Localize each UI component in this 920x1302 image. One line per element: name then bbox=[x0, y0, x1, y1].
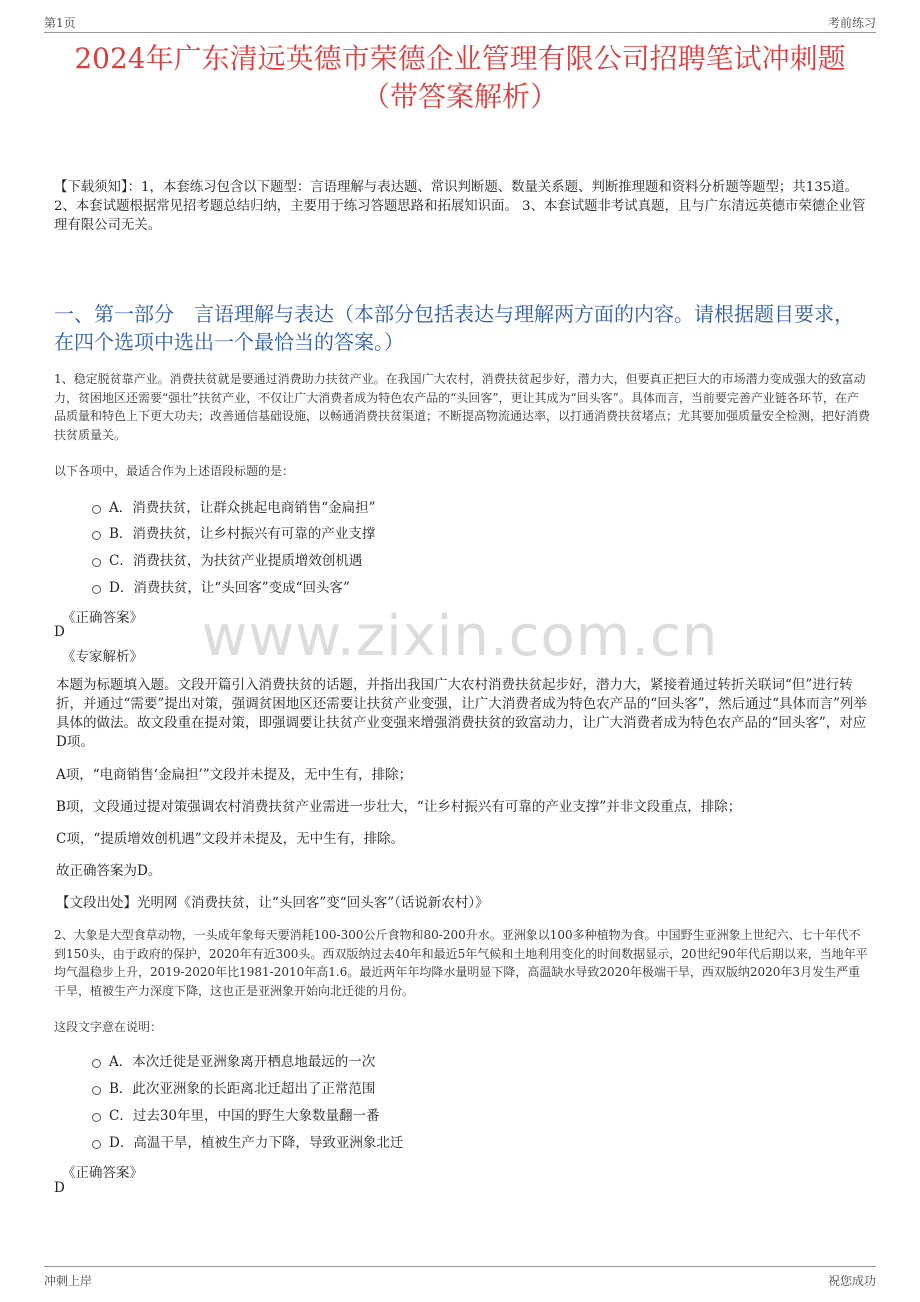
footer-left-label: 冲刺上岸 bbox=[44, 1274, 93, 1288]
watermark: www.zixin.com.cn bbox=[201, 604, 719, 669]
q1-answer: D bbox=[54, 624, 65, 640]
q1-analysis-label: 《专家解析》 bbox=[62, 649, 143, 665]
document-title bbox=[40, 40, 880, 116]
question-1-prompt: 以下各项中，最适合作为上述语段标题的是： bbox=[54, 464, 295, 478]
question-2-prompt: 这段文字意在说明： bbox=[54, 1020, 163, 1034]
q1-analysis: 本题为标题填入题。文段开篇引入消费扶贫的话题，并指出我国广大农村消费扶贫起步好，潜力大，紧接着通过转折关联词“但”进行转折，并通过“需要”提出对策，强调贫困地区还需要让扶贫产业变强，让广大消费者成为特色农产品的“回头客”，然后通过“具体而言”列举具体的做法。故文段重在提对策，即强调要让扶贫产业变强来增强消费扶贫的致富动力，让广大消费者成为特色农产品的“回头客”，对应D项。 bbox=[56, 677, 867, 750]
radio-icon[interactable] bbox=[92, 1086, 101, 1095]
radio-icon[interactable] bbox=[92, 585, 101, 594]
q1-option-d[interactable] bbox=[92, 576, 350, 596]
page-footer bbox=[44, 1266, 876, 1288]
radio-icon[interactable] bbox=[92, 1059, 101, 1068]
q1-source: 【文段出处】光明网《消费扶贫，让“头回客”变“回头客”（话说新农村）》 bbox=[56, 895, 489, 911]
title-line-2: （带答案解析） bbox=[361, 80, 558, 113]
radio-icon[interactable] bbox=[92, 1113, 101, 1122]
title-line-1: 2024年广东清远英德市荣德企业管理有限公司招聘笔试冲刺题 bbox=[74, 42, 846, 75]
q2-option-a-label: A．本次迁徙是亚洲象离开栖息地最远的一次 bbox=[109, 1054, 376, 1070]
radio-icon[interactable] bbox=[92, 558, 101, 567]
q1-option-b[interactable] bbox=[92, 522, 375, 542]
radio-icon[interactable] bbox=[92, 1140, 101, 1149]
download-notice: 【下载须知】：1，本套练习包含以下题型：言语理解与表达题、常识判断题、数量关系题、判断推理题和资料分析题等题型；共135道。 2、本套试题根据常见招考题总结归纳，主要用于练习答题思路和拓展知识面。 3、本套试题非考试真题，且与广东清远英德市荣德企业管理有限公司无关。 bbox=[54, 180, 866, 233]
radio-icon[interactable] bbox=[92, 531, 101, 540]
q1-conclusion: 故正确答案为D。 bbox=[56, 863, 162, 879]
q2-answer: D bbox=[54, 1180, 65, 1196]
q1-option-a[interactable] bbox=[92, 496, 376, 516]
q1-analysis-c: C项，“提质增效创机遇”文段并未提及，无中生有，排除。 bbox=[56, 831, 405, 847]
q2-option-c-label: C．过去30年里，中国的野生大象数量翻一番 bbox=[109, 1108, 380, 1124]
q1-option-d-label: D．消费扶贫，让“头回客”变成“回头客” bbox=[109, 580, 350, 596]
page-header bbox=[44, 10, 876, 33]
radio-icon[interactable] bbox=[92, 505, 101, 514]
q2-option-c[interactable] bbox=[92, 1104, 380, 1124]
q2-option-b[interactable] bbox=[92, 1077, 375, 1097]
q2-option-a[interactable] bbox=[92, 1050, 375, 1070]
q2-option-d[interactable] bbox=[92, 1131, 403, 1151]
q2-answer-label: 《正确答案》 bbox=[62, 1165, 143, 1181]
q1-answer-label: 《正确答案》 bbox=[62, 610, 143, 626]
q2-option-d-label: D．高温干旱，植被生产力下降，导致亚洲象北迁 bbox=[109, 1135, 404, 1151]
page-number: 第1页 bbox=[44, 16, 76, 30]
footer-right-label: 祝您成功 bbox=[827, 1274, 876, 1288]
question-2-text: 2、大象是大型食草动物，一头成年象每天要消耗100-300公斤食物和80-200升水。亚洲象以100多种植物为食。中国野生亚洲象上世纪六、七十年代不到150头，由于政府的保护，2020年有近300头。西双版纳过去40年和最近5年气候和土地利用变化的时间数据显示，20世纪90年代后期以来，当地年平均气温稳步上升，2019-2020年比1981-2010年高1.6。最近两年年均降水量明显下降，高温缺水导致2020年极端干旱，西双版纳2020年3月发生严重干旱，植被生产力深度下降，这也正是亚洲象开始向北迁徙的月份。 bbox=[54, 928, 868, 998]
question-1-text: 1、稳定脱贫靠产业。消费扶贫就是要通过消费助力扶贫产业。在我国广大农村，消费扶贫起步好，潜力大，但要真正把巨大的市场潜力变成强大的致富动力，贫困地区还需要“强壮”扶贫产业，不仅让广大消费者成为特色农产品的“头回客”，更让其成为“回头客”。具体而言，当前要完善产业链各环节，在产品质量和特色上下更大功夫；改善通信基础设施，以畅通消费扶贫渠道；不断提高物流通达率，以打通消费扶贫堵点；尤其要加强质量安全检测，把好消费扶贫质量关。 bbox=[54, 372, 871, 442]
q1-option-c-label: C．消费扶贫，为扶贫产业提质增效创机遇 bbox=[109, 553, 363, 569]
q2-option-b-label: B．此次亚洲象的长距离北迁超出了正常范围 bbox=[109, 1081, 376, 1097]
q1-analysis-a: A项，“电商销售‘金扁担’”文段并未提及，无中生有，排除； bbox=[56, 767, 413, 783]
q1-option-b-label: B．消费扶贫，让乡村振兴有可靠的产业支撑 bbox=[109, 526, 376, 542]
q1-analysis-b: B项，文段通过提对策强调农村消费扶贫产业需进一步壮大，“让乡村振兴有可靠的产业支撑”并非文段重点，排除； bbox=[56, 799, 742, 815]
q1-option-a-label: A．消费扶贫，让群众挑起电商销售“金扁担” bbox=[109, 500, 376, 516]
q1-option-c[interactable] bbox=[92, 549, 362, 569]
section-title: 一、第一部分 言语理解与表达（本部分包括表达与理解两方面的内容。请根据题目要求，在四个选项中选出一个最恰当的答案。） bbox=[54, 302, 854, 354]
header-right-label: 考前练习 bbox=[827, 16, 876, 30]
